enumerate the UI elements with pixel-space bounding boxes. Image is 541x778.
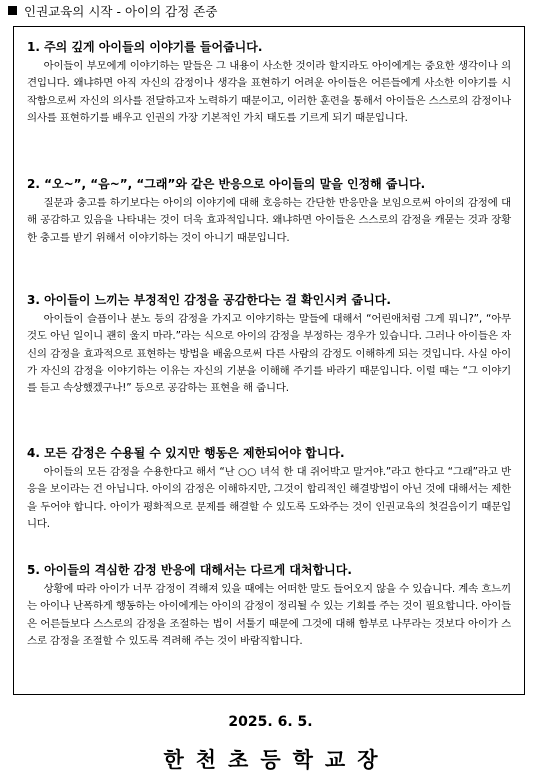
section-5 [27, 562, 511, 650]
section-5-body: 상황에 따라 아이가 너무 감정이 격해져 있을 때에는 어떠한 말도 들어오지 않을 수 있습니다. 계속 흐느끼는 아이나 난폭하게 행동하는 아이에게는 아이의 감정이 정리될 수 있는 기회를 주는 것이 필요합니다. 아이들은 어른들보다 스스로의 감정을 조절하는 법이 서툴기 때문에 그것에 대해 함부로 나무라는 것보다 아이가 스스로 감정을 조절할 수 있도록 격려해 주는 것이 바람직합니다. [27, 583, 511, 647]
section-3-heading: 3. 아이들이 느끼는 부정적인 감정을 공감한다는 걸 확인시켜 줍니다. [27, 293, 391, 307]
document-date: 2025. 6. 5. [228, 714, 313, 730]
square-bullet-icon [8, 6, 17, 15]
section-1 [27, 39, 511, 127]
section-2 [27, 176, 511, 247]
section-1-heading: 1. 주의 깊게 아이들의 이야기를 들어줍니다. [27, 40, 263, 54]
section-4 [27, 445, 511, 533]
document-header [8, 3, 217, 21]
header-title: 인권교육의 시작 - 아이의 감정 존중 [24, 4, 218, 19]
section-5-heading: 5. 아이들의 격심한 감정 반응에 대해서는 다르게 대처합니다. [27, 563, 352, 577]
section-4-heading: 4. 모든 감정은 수용될 수 있지만 행동은 제한되어야 합니다. [27, 446, 345, 460]
section-3 [27, 292, 511, 397]
principal-signature: 한천초등학교장 [163, 748, 390, 772]
section-4-body: 아이들의 모든 감정을 수용한다고 해서 “난 ○○ 녀석 한 대 쥐어박고 말거야.”라고 한다고 “그래”라고 반응을 보이라는 건 아닙니다. 아이의 감정은 이해하지만, 그것이 합리적인 해결방법이 아닌 것에 대해서는 제한을 두어야 합니다. 아이가 평화적으로 문제를 해결할 수 있도록 도와주는 것이 인권교육의 첫걸음이기 때문입니다. [27, 466, 511, 530]
content-box [13, 26, 525, 695]
section-1-body: 아이들이 부모에게 이야기하는 말들은 그 내용이 사소한 것이라 할지라도 아이에게는 중요한 생각이나 의견입니다. 왜냐하면 아직 자신의 감정이나 생각을 표현하기 어려운 아이들은 어른들에게 사소한 이야기를 시작함으로써 자신의 의사를 전달하고자 노력하기 때문이고, 이러한 훈련을 통해서 아이들은 스스로의 감정이나 의사를 표현하기를 배우고 인권의 가장 기본적인 가치 태도를 기르게 되기 때문입니다. [27, 60, 511, 124]
section-2-body: 질문과 충고를 하기보다는 아이의 이야기에 대해 호응하는 간단한 반응만을 보임으로써 아이의 감정에 대해 공감하고 있음을 나타내는 것이 더욱 효과적입니다. 왜냐하면 아이들은 스스로의 감정을 캐묻는 것과 장황한 충고를 받기 위해서 이야기하는 것이 아니기 때문입니다. [27, 197, 511, 244]
section-2-heading: 2. “오~”, “음~”, “그래”와 같은 반응으로 아이들의 말을 인정해 줍니다. [27, 177, 426, 191]
section-3-body: 아이들이 슬픔이나 분노 등의 감정을 가지고 이야기하는 말들에 대해서 “어린애처럼 그게 뭐니?”, “아무것도 아닌 일이니 괜히 울지 마라.”라는 식으로 아이의 감정을 부정하는 경우가 있습니다. 그러나 아이들은 자신의 감정을 효과적으로 표현하는 방법을 배움으로써 다른 사람의 감정도 이해하게 되는 것입니다. 사실 아이가 자신의 감정을 이야기하는 이유는 자신의 기분을 이해해 주기를 바라기 때문입니다. 이럴 때는 “그 이야기를 듣고 속상했겠구나!” 등으로 공감하는 표현을 해 줍니다. [27, 313, 511, 395]
